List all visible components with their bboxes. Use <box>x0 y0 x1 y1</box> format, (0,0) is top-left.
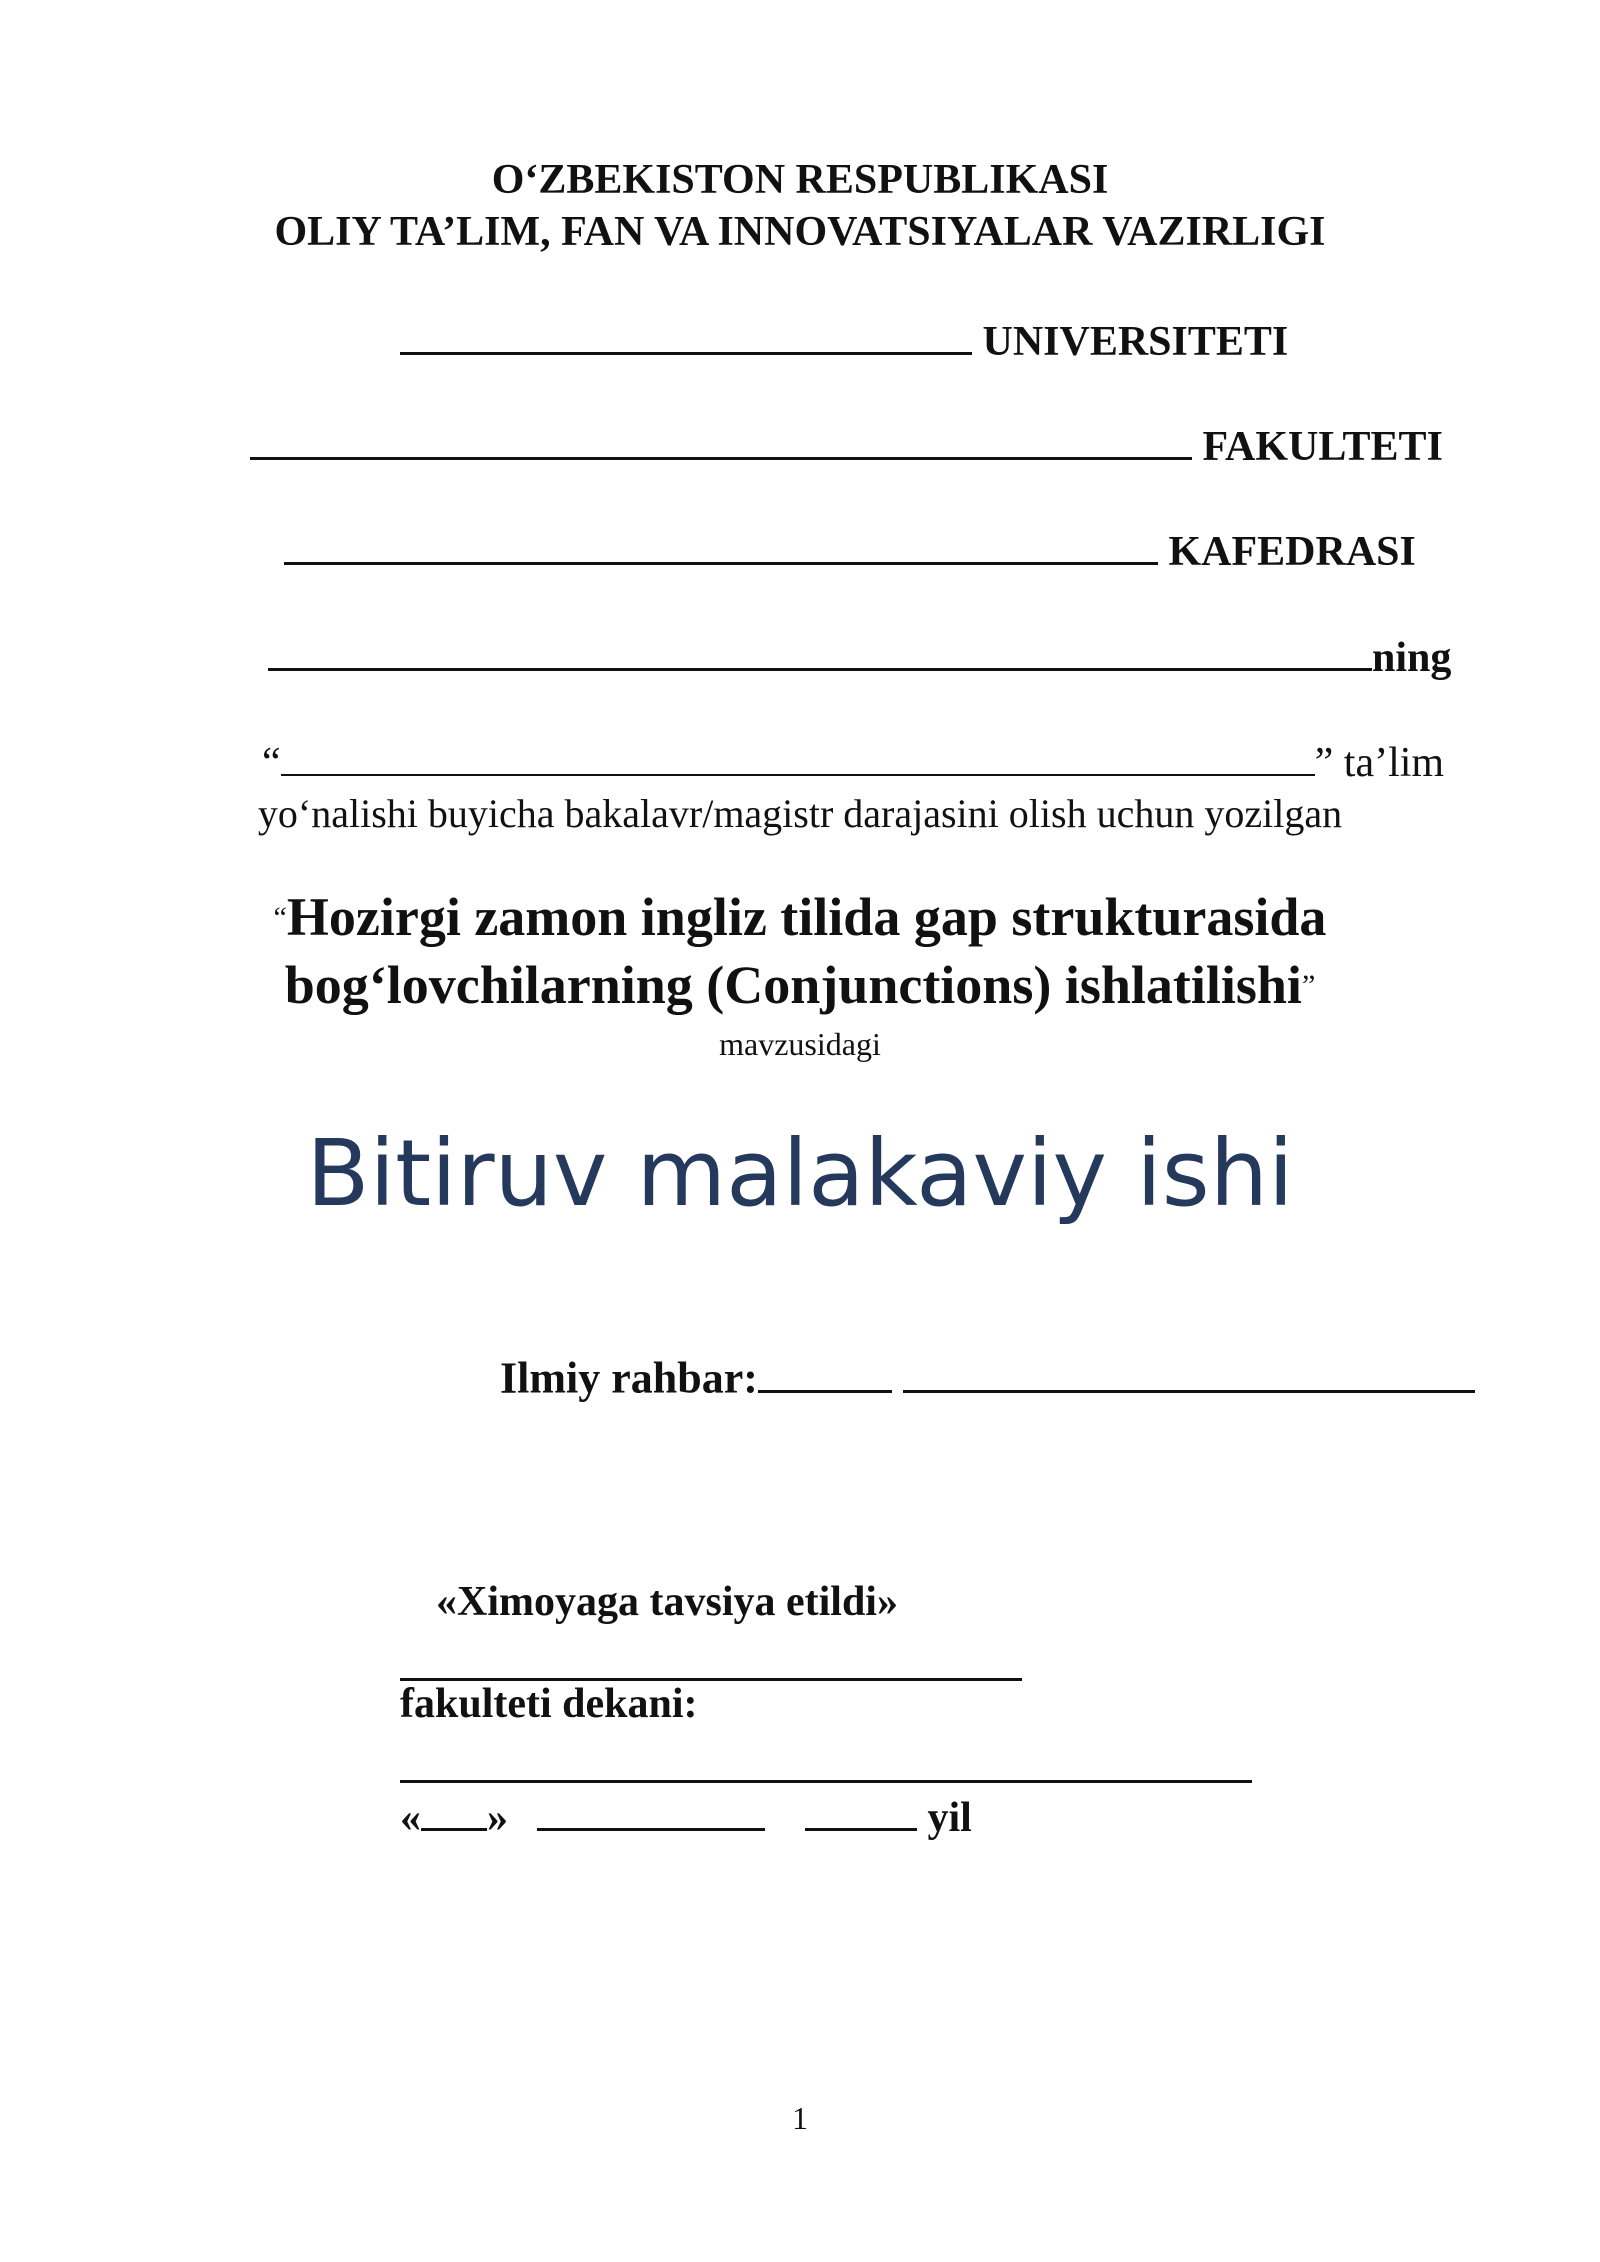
supervisor-blank-1 <box>758 1350 892 1393</box>
year-suffix: yil <box>927 1794 972 1841</box>
supervisor-blank-2 <box>903 1350 1475 1393</box>
ministry-line-1: O‘ZBEKISTON RESPUBLIKASI <box>491 157 1109 203</box>
topic-caption: mavzusidagi <box>719 1026 881 1062</box>
month-blank <box>537 1790 765 1831</box>
university-blank <box>400 314 972 355</box>
topic-line-1 <box>0 886 1600 948</box>
faculty-blank <box>250 419 1192 460</box>
work-title: Bitiruv malakaviy ishi <box>306 1120 1294 1227</box>
direction-field <box>262 736 1444 787</box>
topic-text-1: Hozirgi zamon ingliz tilida gap strukturasida <box>286 887 1327 947</box>
page-number: 1 <box>792 2100 808 2136</box>
faculty-field <box>250 419 1443 471</box>
dean-name-blank <box>400 1742 1252 1783</box>
ministry-line-2: OLIY TA’LIM, FAN VA INNOVATSIYALAR VAZIRLIGI <box>274 209 1326 255</box>
defense-recommendation: «Ximoyaga tavsiya etildi» <box>436 1579 898 1625</box>
supervisor-label: Ilmiy rahbar: <box>500 1353 758 1403</box>
university-field <box>400 314 1288 366</box>
student-blank <box>268 630 1372 671</box>
department-blank <box>284 524 1158 565</box>
department-field <box>284 524 1416 576</box>
supervisor-field <box>500 1350 1475 1404</box>
direction-line-2: yo‘nalishi buyicha bakalavr/magistr darajasini olish uchun yozilgan <box>257 791 1343 836</box>
date-close-quote: » <box>487 1794 508 1841</box>
dean-name-field <box>400 1742 1252 1794</box>
topic-line-2 <box>0 954 1600 1016</box>
dean-label: fakulteti dekani: <box>400 1681 698 1727</box>
date-open-quote: « <box>400 1794 421 1841</box>
direction-open-quote: “ <box>262 739 281 786</box>
date-field <box>400 1790 972 1842</box>
day-blank <box>421 1790 487 1831</box>
topic-open-quote: “ <box>273 901 287 934</box>
student-suffix: ning <box>1372 634 1452 681</box>
department-suffix: KAFEDRASI <box>1168 528 1416 575</box>
topic-text-2: bog‘lovchilarning (Conjunctions) ishlatilishi <box>284 955 1302 1015</box>
direction-suffix: ” ta’lim <box>1314 739 1445 786</box>
dean-faculty-blank <box>400 1640 1022 1681</box>
faculty-suffix: FAKULTETI <box>1202 423 1443 470</box>
topic-close-quote: ” <box>1301 969 1316 1002</box>
direction-blank <box>281 736 1315 776</box>
student-field <box>268 630 1451 682</box>
university-suffix: UNIVERSITETI <box>982 318 1289 365</box>
year-blank <box>805 1790 917 1831</box>
